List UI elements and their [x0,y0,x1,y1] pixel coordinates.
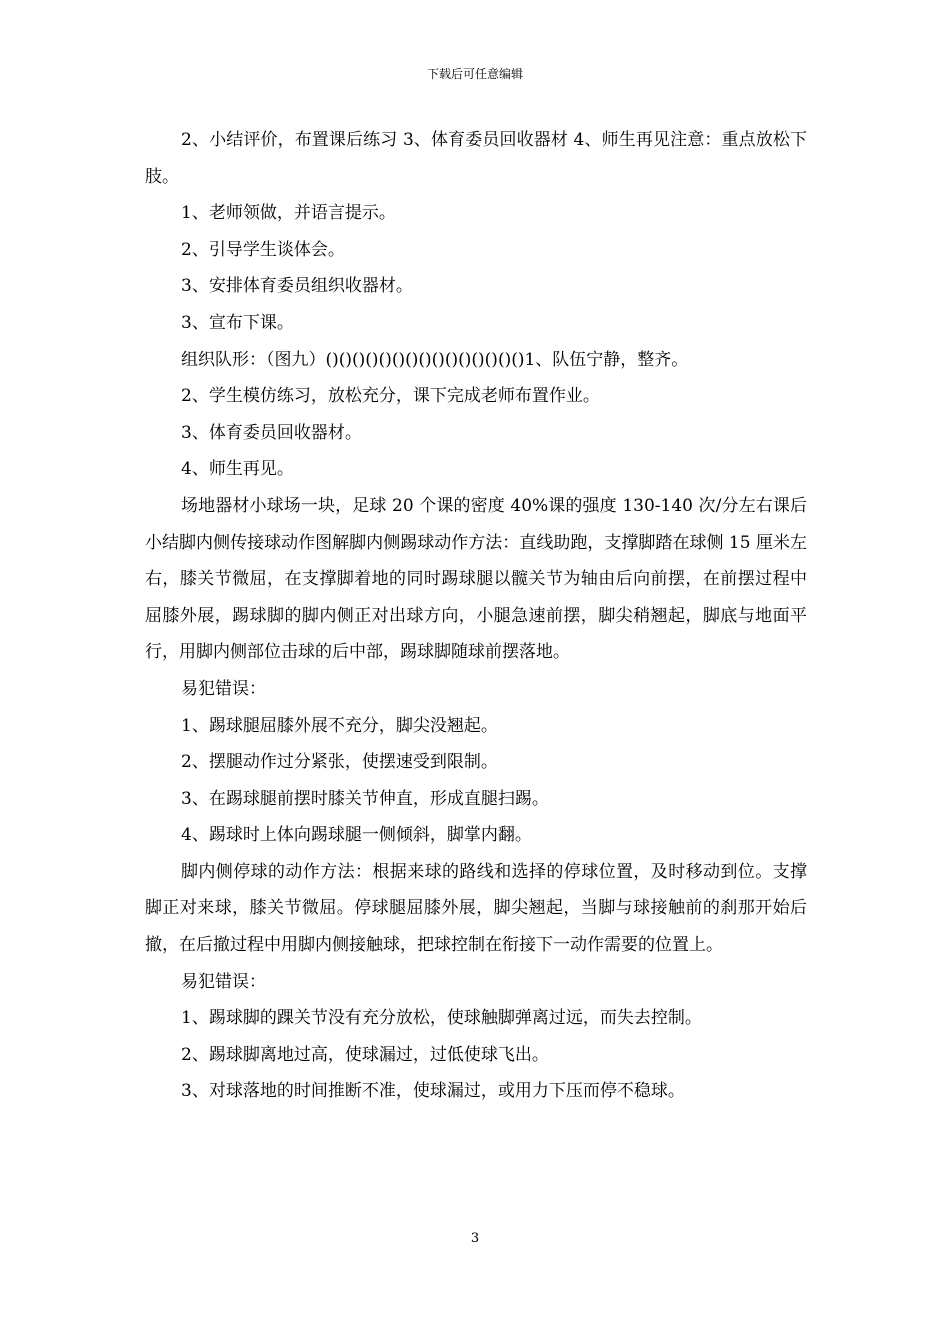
paragraph: 3、对球落地的时间推断不准，使球漏过，或用力下压而停不稳球。 [181,1081,685,1102]
paragraph: 2、摆腿动作过分紧张，使摆速受到限制。 [181,752,498,773]
paragraph: 2、踢球脚离地过高，使球漏过，过低使球飞出。 [181,1044,549,1065]
document-body [145,122,807,1110]
paragraph: 场地器材小球场一块，足球 20 个课的密度 40%课的强度 130-140 次/分左右课后小结脚内侧传接球动作图解脚内侧踢球动作方法：直线助跑，支撑脚踏在球侧 15 厘米左右，膝关节微屈，在支撑脚着地的同时踢球腿以髋关节为轴由后向前摆，在前摆过程中屈膝外展，踢球脚的脚内侧正对出球方向，小腿急速前摆，脚尖稍翘起，脚底与地面平行，用脚内侧部位击球的后中部，踢球脚随球前摆落地。 [145,495,807,663]
paragraph: 4、踢球时上体向踢球腿一侧倾斜，脚掌内翻。 [181,825,532,846]
paragraph: 脚内侧停球的动作方法：根据来球的路线和选择的停球位置，及时移动到位。支撑脚正对来球，膝关节微屈。停球腿屈膝外展，脚尖翘起，当脚与球接触前的刹那开始后撤，在后撤过程中用脚内侧接触球，把球控制在衔接下一动作需要的位置上。 [145,861,807,956]
paragraph: 1、踢球脚的踝关节没有充分放松，使球触脚弹离过远，而失去控制。 [181,1008,702,1029]
paragraph: 3、安排体育委员组织收器材。 [181,276,413,297]
paragraph: 1、老师领做，并语言提示。 [181,203,396,224]
paragraph: 2、小结评价，布置课后练习 3、体育委员回收器材 4、师生再见注意：重点放松下肢。 [145,130,807,187]
paragraph: 1、踢球腿屈膝外展不充分，脚尖没翘起。 [181,715,498,736]
paragraph: 4、师生再见。 [181,459,294,480]
page-number: 3 [470,1231,480,1246]
paragraph: 2、学生模仿练习，放松充分，课下完成老师布置作业。 [181,386,600,407]
page-header: 下载后可任意编辑 [426,67,523,81]
paragraph: 3、在踢球腿前摆时膝关节伸直，形成直腿扫踢。 [181,788,549,809]
paragraph: 3、宣布下课。 [181,312,294,333]
paragraph: 易犯错误： [181,971,266,992]
paragraph: 3、体育委员回收器材。 [181,422,362,443]
paragraph: 2、引导学生谈体会。 [181,239,345,260]
paragraph: 组织队形：（图九）()()()()()()()()()()()()()()()1、队伍宁静，整齐。 [181,349,689,370]
paragraph: 易犯错误： [181,678,266,699]
